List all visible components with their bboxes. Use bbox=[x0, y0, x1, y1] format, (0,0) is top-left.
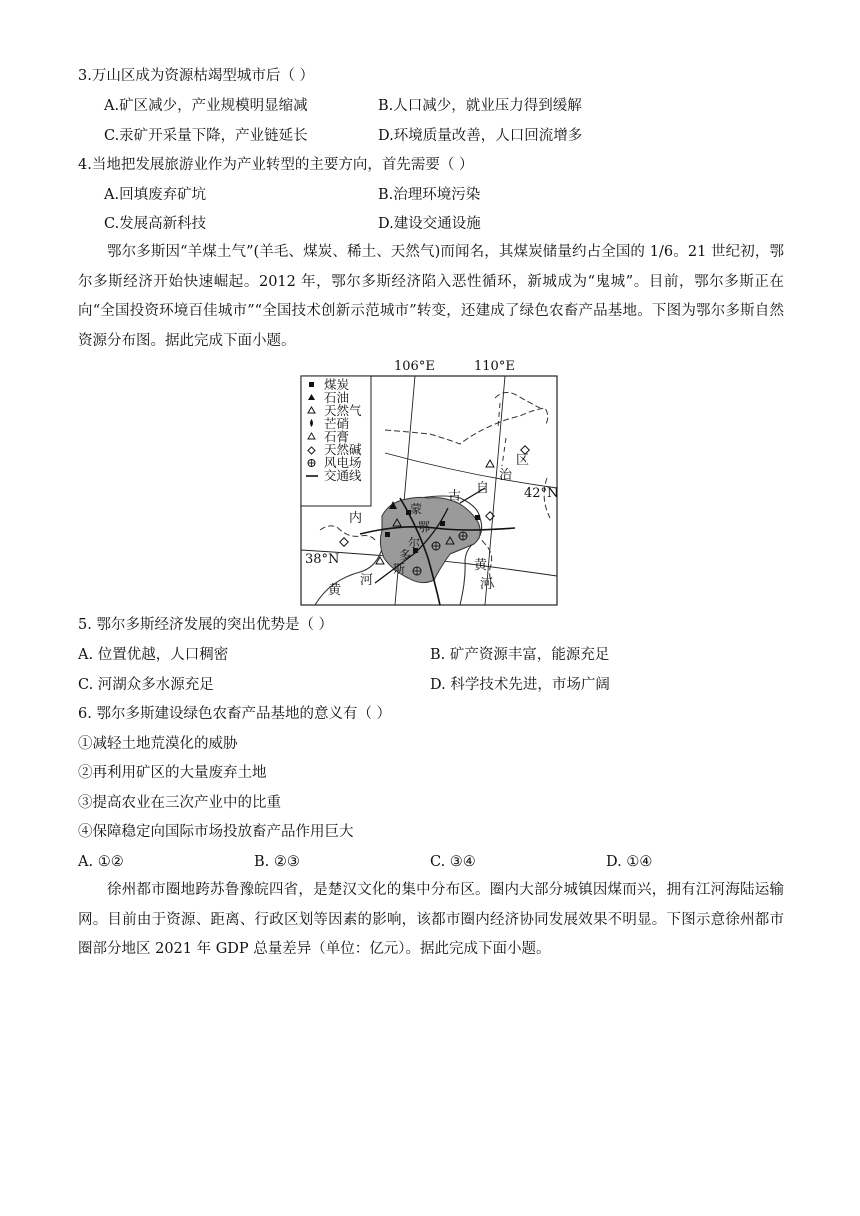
place-char-si: 斯 bbox=[393, 562, 406, 576]
latitude-42-label: 42°N bbox=[524, 486, 559, 501]
question-4-option-c: C.发展高新科技 bbox=[104, 216, 207, 232]
place-char-huang-left: 黄 bbox=[328, 583, 342, 598]
place-char-gu: 古 bbox=[448, 489, 462, 504]
place-char-duo: 多 bbox=[399, 548, 412, 562]
question-5-option-c: C. 河湖众多水源充足 bbox=[78, 677, 214, 693]
legend-natural-gas: 天然气 bbox=[324, 403, 362, 418]
question-3-stem: 3.万山区成为资源枯竭型城市后（ ） bbox=[78, 68, 314, 84]
coal-marker bbox=[440, 521, 445, 526]
coal-marker bbox=[475, 515, 480, 520]
legend-coal: 煤炭 bbox=[324, 377, 350, 392]
place-char-nei: 内 bbox=[349, 511, 363, 526]
soda-marker bbox=[340, 538, 348, 546]
question-6-statement-4: ④保障稳定向国际市场投放畜产品作用巨大 bbox=[78, 824, 354, 840]
question-3-option-c: C.汞矿开采量下降，产业链延长 bbox=[104, 128, 308, 144]
legend-mirabilite: 芒硝 bbox=[324, 416, 350, 431]
question-6-statement-1: ①减轻土地荒漠化的威胁 bbox=[78, 736, 238, 752]
place-char-meng: 蒙 bbox=[410, 502, 423, 516]
question-5-option-b: B. 矿产资源丰富，能源充足 bbox=[430, 647, 610, 663]
question-3-option-d: D.环境质量改善，人口回流增多 bbox=[378, 128, 583, 144]
question-6-option-b: B. ②③ bbox=[254, 854, 300, 870]
gas-marker bbox=[376, 557, 384, 564]
longitude-106-label: 106°E bbox=[394, 359, 435, 374]
question-3-option-b: B.人口减少，就业压力得到缓解 bbox=[378, 98, 582, 114]
question-6-option-c: C. ③④ bbox=[430, 854, 476, 870]
question-6-stem: 6. 鄂尔多斯建设绿色农畜产品基地的意义有（ ） bbox=[78, 706, 392, 722]
place-char-zhi: 治 bbox=[499, 468, 513, 483]
coal-marker bbox=[385, 532, 390, 537]
legend-gypsum: 石膏 bbox=[324, 429, 350, 444]
question-5-option-a: A. 位置优越，人口稠密 bbox=[78, 647, 229, 663]
legend-transport-line: 交通线 bbox=[324, 468, 362, 483]
question-4-stem: 4.当地把发展旅游业作为产业转型的主要方向，首先需要（ ） bbox=[78, 157, 474, 173]
place-char-e: 鄂 bbox=[418, 520, 431, 534]
question-4-option-d: D.建设交通设施 bbox=[378, 216, 481, 232]
question-3-option-a: A.矿区减少，产业规模明显缩减 bbox=[104, 98, 308, 114]
place-char-he-left: 河 bbox=[360, 573, 374, 588]
ordos-passage bbox=[78, 238, 784, 356]
xuzhou-passage-text: 徐州都市圈地跨苏鲁豫皖四省，是楚汉文化的集中分布区。圈内大部分城镇因煤而兴，拥有江河海陆运输网。目前由于资源、距离、行政区划等因素的影响，该都市圈内经济协同发展效果不明显。下图示意徐州都市圈部分地区 2021 年 GDP 总量差异（单位：亿元）。据此完成下面小题。 bbox=[78, 882, 784, 958]
question-6-statement-3: ③提高农业在三次产业中的比重 bbox=[78, 795, 281, 811]
question-4-option-a: A.回填废弃矿坑 bbox=[104, 187, 207, 203]
question-6-statement-2: ②再利用矿区的大量废弃土地 bbox=[78, 765, 267, 781]
place-char-he-right: 河 bbox=[480, 577, 494, 592]
coal-icon bbox=[309, 382, 314, 387]
latitude-38-label: 38°N bbox=[305, 552, 340, 567]
question-5-stem: 5. 鄂尔多斯经济发展的突出优势是（ ） bbox=[78, 617, 334, 633]
legend-wind-farm: 风电场 bbox=[324, 455, 362, 470]
place-char-qu: 区 bbox=[516, 453, 530, 468]
place-char-huang-right: 黄 bbox=[474, 558, 488, 573]
ordos-passage-text: 鄂尔多斯因“羊煤土气”(羊毛、煤炭、稀土、天然气)而闻名，其煤炭储量约占全国的 1/6。21 世纪初，鄂尔多斯经济开始快速崛起。2012 年，鄂尔多斯经济陷入恶性循环，新城成为“鬼城”。目前，鄂尔多斯正在向“全国投资环境百佳城市”“全国技术创新示范城市”转变，还建成了绿色农畜产品基地。下图为鄂尔多斯自然资源分布图。据此完成下面小题。 bbox=[78, 244, 784, 349]
question-4-option-b: B.治理环境污染 bbox=[378, 187, 481, 203]
place-char-zi: 自 bbox=[476, 481, 490, 496]
legend-oil: 石油 bbox=[324, 390, 350, 405]
longitude-110-label: 110°E bbox=[474, 359, 515, 374]
gas-marker bbox=[486, 460, 494, 467]
place-char-er: 尔 bbox=[408, 536, 421, 550]
xuzhou-passage bbox=[78, 876, 784, 965]
question-6-option-d: D. ①④ bbox=[606, 854, 653, 870]
question-5-option-d: D. 科学技术先进，市场广阔 bbox=[430, 677, 610, 693]
question-6-option-a: A. ①② bbox=[78, 854, 124, 870]
ordos-resource-map bbox=[300, 358, 562, 608]
legend-natural-soda: 天然碱 bbox=[324, 442, 362, 457]
